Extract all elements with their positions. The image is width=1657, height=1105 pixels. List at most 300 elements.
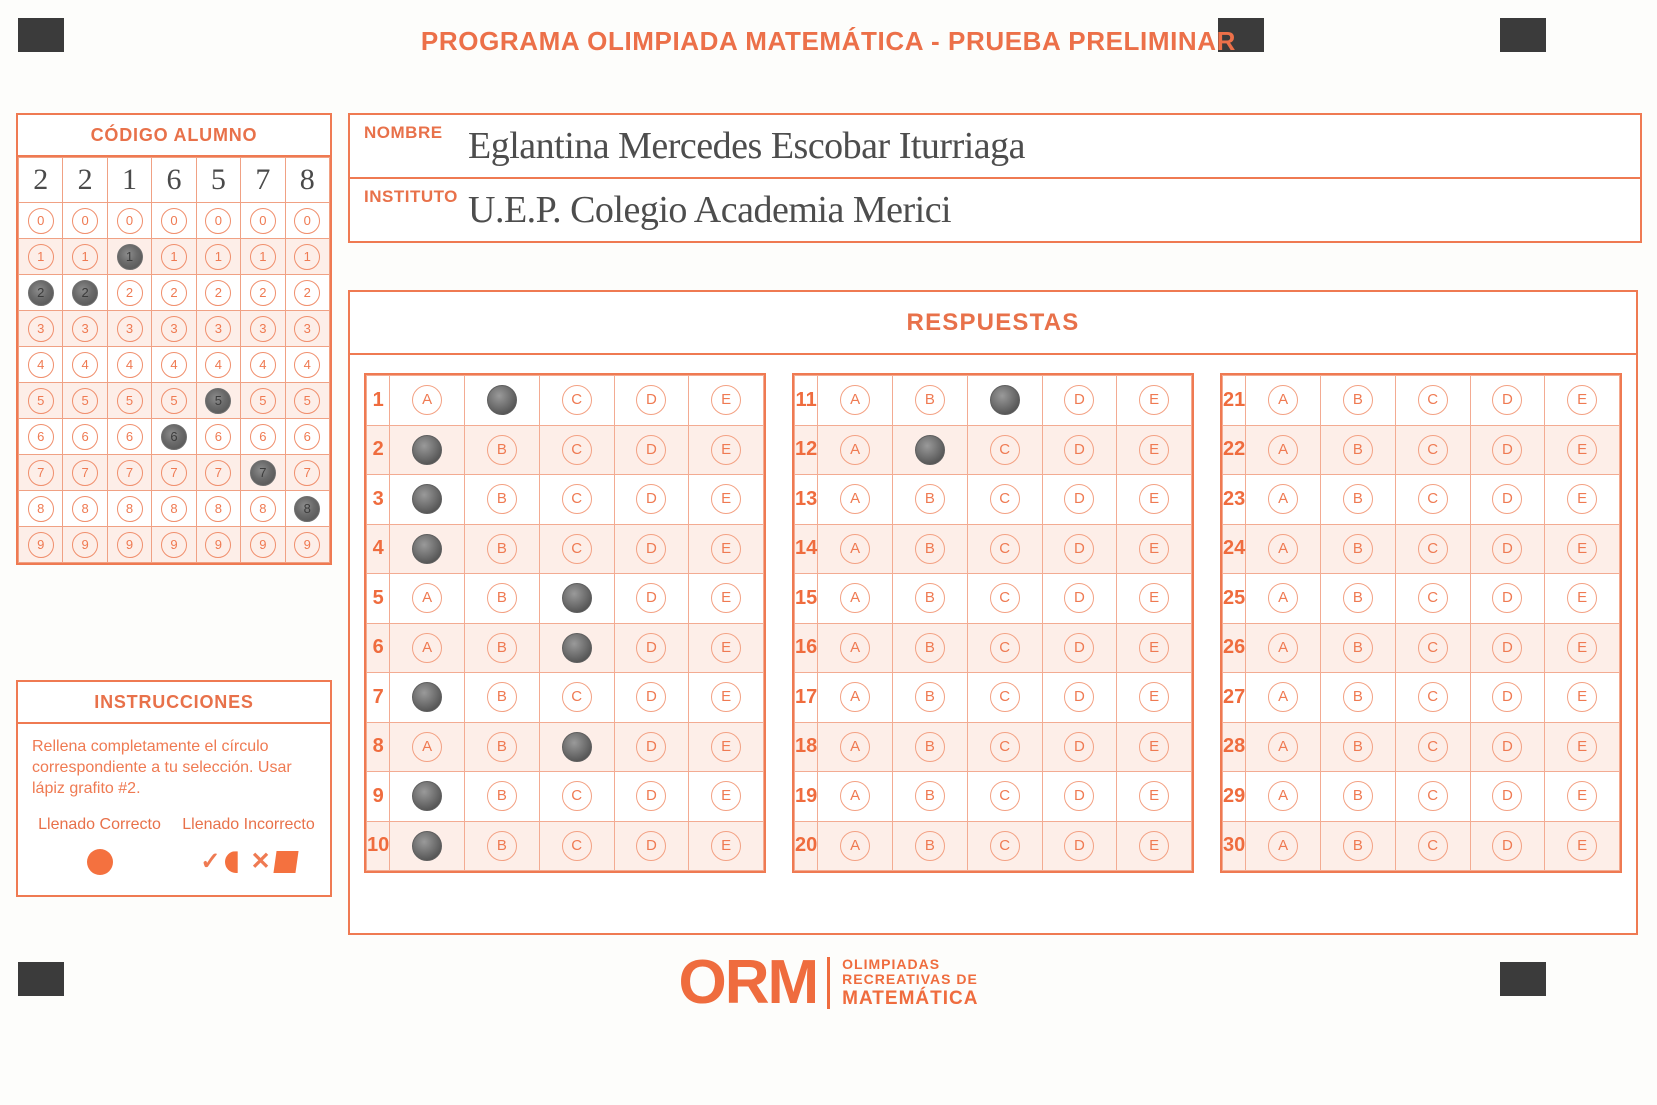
answer-option-cell[interactable] — [614, 574, 689, 624]
answer-option-cell[interactable] — [818, 673, 893, 723]
answer-bubble-A[interactable]: A — [1268, 682, 1298, 712]
answer-bubble-A[interactable]: A — [840, 831, 870, 861]
student-code-bubble-cell[interactable] — [241, 203, 285, 239]
bubble-6[interactable]: 6 — [28, 424, 54, 450]
answer-bubble-E[interactable]: E — [1139, 682, 1169, 712]
bubble-1[interactable]: 1 — [28, 244, 54, 270]
answer-option-cell[interactable] — [967, 673, 1042, 723]
answer-bubble-E[interactable]: E — [1139, 385, 1169, 415]
answer-bubble-D[interactable]: D — [636, 385, 666, 415]
bubble-1[interactable]: 1 — [294, 244, 320, 270]
bubble-9[interactable]: 9 — [72, 532, 98, 558]
answer-bubble-E[interactable]: E — [711, 831, 741, 861]
answer-bubble-A[interactable]: A — [412, 633, 442, 663]
student-code-bubble-cell[interactable] — [63, 275, 107, 311]
answer-bubble-B[interactable]: B — [487, 732, 517, 762]
answer-option-cell[interactable] — [1545, 722, 1620, 772]
student-code-bubble-cell[interactable] — [241, 239, 285, 275]
answer-bubble-E[interactable]: E — [711, 385, 741, 415]
student-code-bubble-cell[interactable] — [19, 347, 63, 383]
student-code-bubble-cell[interactable] — [152, 311, 196, 347]
bubble-2[interactable]: 2 — [72, 280, 98, 306]
answer-bubble-A[interactable]: A — [840, 781, 870, 811]
answer-option-cell[interactable] — [1246, 772, 1321, 822]
answer-option-cell[interactable] — [818, 524, 893, 574]
bubble-3[interactable]: 3 — [294, 316, 320, 342]
answer-bubble-A[interactable] — [412, 682, 442, 712]
student-code-bubble-cell[interactable] — [241, 311, 285, 347]
student-code-bubble-cell[interactable] — [196, 203, 240, 239]
bubble-3[interactable]: 3 — [250, 316, 276, 342]
bubble-3[interactable]: 3 — [117, 316, 143, 342]
answer-option-cell[interactable] — [465, 772, 540, 822]
answer-bubble-B[interactable]: B — [1343, 682, 1373, 712]
answer-option-cell[interactable] — [689, 673, 764, 723]
answer-bubble-A[interactable]: A — [1268, 732, 1298, 762]
answer-option-cell[interactable] — [465, 376, 540, 426]
bubble-2[interactable]: 2 — [161, 280, 187, 306]
answer-bubble-D[interactable]: D — [1064, 435, 1094, 465]
student-code-bubble-cell[interactable] — [107, 527, 151, 563]
answer-option-cell[interactable] — [390, 722, 465, 772]
answer-option-cell[interactable] — [1321, 772, 1396, 822]
answer-option-cell[interactable] — [893, 821, 968, 871]
answer-option-cell[interactable] — [539, 475, 614, 525]
answer-bubble-B[interactable]: B — [1343, 583, 1373, 613]
answer-bubble-C[interactable]: C — [990, 781, 1020, 811]
answer-option-cell[interactable] — [818, 425, 893, 475]
bubble-6[interactable]: 6 — [250, 424, 276, 450]
answer-bubble-D[interactable]: D — [1064, 831, 1094, 861]
answer-bubble-C[interactable]: C — [990, 682, 1020, 712]
student-code-bubble-cell[interactable] — [63, 347, 107, 383]
answer-option-cell[interactable] — [1545, 475, 1620, 525]
bubble-4[interactable]: 4 — [161, 352, 187, 378]
answer-option-cell[interactable] — [1470, 722, 1545, 772]
answer-bubble-E[interactable]: E — [1139, 781, 1169, 811]
bubble-2[interactable]: 2 — [205, 280, 231, 306]
bubble-8[interactable]: 8 — [205, 496, 231, 522]
answer-bubble-C[interactable]: C — [562, 534, 592, 564]
answer-option-cell[interactable] — [1321, 524, 1396, 574]
bubble-8[interactable]: 8 — [161, 496, 187, 522]
student-code-bubble-cell[interactable] — [285, 239, 329, 275]
answer-option-cell[interactable] — [1246, 475, 1321, 525]
answer-bubble-E[interactable]: E — [1139, 484, 1169, 514]
student-code-bubble-cell[interactable] — [196, 383, 240, 419]
answer-option-cell[interactable] — [689, 574, 764, 624]
answer-bubble-B[interactable]: B — [1343, 633, 1373, 663]
student-code-bubble-cell[interactable] — [152, 203, 196, 239]
bubble-5[interactable]: 5 — [28, 388, 54, 414]
answer-bubble-D[interactable]: D — [1492, 732, 1522, 762]
answer-bubble-C[interactable]: C — [1418, 831, 1448, 861]
answer-option-cell[interactable] — [1117, 574, 1192, 624]
answer-bubble-E[interactable]: E — [711, 435, 741, 465]
bubble-3[interactable]: 3 — [72, 316, 98, 342]
answer-bubble-A[interactable] — [412, 831, 442, 861]
answer-bubble-A[interactable]: A — [840, 385, 870, 415]
answer-option-cell[interactable] — [893, 772, 968, 822]
answer-bubble-E[interactable]: E — [1567, 682, 1597, 712]
answer-bubble-E[interactable]: E — [1567, 385, 1597, 415]
answer-bubble-A[interactable]: A — [1268, 633, 1298, 663]
answer-bubble-A[interactable]: A — [840, 484, 870, 514]
answer-bubble-B[interactable]: B — [1343, 534, 1373, 564]
bubble-3[interactable]: 3 — [205, 316, 231, 342]
bubble-2[interactable]: 2 — [117, 280, 143, 306]
answer-bubble-C[interactable]: C — [1418, 385, 1448, 415]
student-code-bubble-cell[interactable] — [107, 275, 151, 311]
answer-option-cell[interactable] — [1042, 376, 1117, 426]
answer-option-cell[interactable] — [539, 524, 614, 574]
student-code-bubble-cell[interactable] — [19, 527, 63, 563]
answer-option-cell[interactable] — [1117, 772, 1192, 822]
answer-bubble-D[interactable]: D — [636, 484, 666, 514]
student-code-bubble-cell[interactable] — [196, 239, 240, 275]
bubble-7[interactable]: 7 — [72, 460, 98, 486]
answer-option-cell[interactable] — [1545, 772, 1620, 822]
answer-option-cell[interactable] — [1470, 623, 1545, 673]
bubble-7[interactable]: 7 — [205, 460, 231, 486]
answer-bubble-D[interactable]: D — [1064, 633, 1094, 663]
student-code-bubble-cell[interactable] — [152, 347, 196, 383]
answer-option-cell[interactable] — [689, 623, 764, 673]
answer-bubble-C[interactable] — [990, 385, 1020, 415]
answer-bubble-B[interactable]: B — [1343, 831, 1373, 861]
answer-bubble-B[interactable]: B — [915, 682, 945, 712]
answer-option-cell[interactable] — [1545, 574, 1620, 624]
answer-bubble-C[interactable]: C — [562, 484, 592, 514]
answer-option-cell[interactable] — [1470, 673, 1545, 723]
bubble-0[interactable]: 0 — [161, 208, 187, 234]
answer-bubble-E[interactable]: E — [1139, 633, 1169, 663]
answer-bubble-A[interactable]: A — [840, 633, 870, 663]
answer-option-cell[interactable] — [539, 772, 614, 822]
answer-bubble-D[interactable]: D — [1492, 633, 1522, 663]
student-code-bubble-cell[interactable] — [196, 275, 240, 311]
answer-option-cell[interactable] — [1321, 425, 1396, 475]
answer-option-cell[interactable] — [1117, 722, 1192, 772]
answer-bubble-C[interactable]: C — [1418, 682, 1448, 712]
answer-option-cell[interactable] — [1246, 623, 1321, 673]
student-code-bubble-cell[interactable] — [107, 347, 151, 383]
answer-option-cell[interactable] — [1470, 376, 1545, 426]
student-code-bubble-cell[interactable] — [19, 383, 63, 419]
student-code-bubble-cell[interactable] — [19, 455, 63, 491]
answer-bubble-B[interactable]: B — [915, 831, 945, 861]
answer-option-cell[interactable] — [1321, 376, 1396, 426]
answer-option-cell[interactable] — [465, 524, 540, 574]
answer-bubble-B[interactable] — [915, 435, 945, 465]
student-code-bubble-cell[interactable] — [107, 203, 151, 239]
answer-bubble-D[interactable]: D — [636, 781, 666, 811]
bubble-6[interactable]: 6 — [294, 424, 320, 450]
answer-bubble-E[interactable]: E — [711, 781, 741, 811]
answer-bubble-C[interactable]: C — [1418, 435, 1448, 465]
answer-option-cell[interactable] — [539, 722, 614, 772]
student-code-bubble-cell[interactable] — [241, 491, 285, 527]
answer-bubble-E[interactable]: E — [1567, 435, 1597, 465]
bubble-8[interactable]: 8 — [294, 496, 320, 522]
bubble-2[interactable]: 2 — [294, 280, 320, 306]
answer-bubble-B[interactable]: B — [915, 534, 945, 564]
bubble-2[interactable]: 2 — [250, 280, 276, 306]
answer-bubble-B[interactable]: B — [1343, 435, 1373, 465]
answer-bubble-B[interactable]: B — [487, 435, 517, 465]
answer-option-cell[interactable] — [1117, 376, 1192, 426]
answer-option-cell[interactable] — [465, 821, 540, 871]
student-code-bubble-cell[interactable] — [241, 527, 285, 563]
answer-option-cell[interactable] — [539, 673, 614, 723]
answer-bubble-A[interactable]: A — [412, 385, 442, 415]
answer-bubble-B[interactable]: B — [915, 385, 945, 415]
answer-option-cell[interactable] — [1545, 821, 1620, 871]
answer-option-cell[interactable] — [539, 376, 614, 426]
answer-option-cell[interactable] — [465, 574, 540, 624]
answer-bubble-A[interactable]: A — [412, 732, 442, 762]
answer-option-cell[interactable] — [1117, 623, 1192, 673]
bubble-9[interactable]: 9 — [161, 532, 187, 558]
answer-bubble-A[interactable]: A — [840, 682, 870, 712]
bubble-4[interactable]: 4 — [72, 352, 98, 378]
answer-bubble-B[interactable]: B — [487, 633, 517, 663]
answer-option-cell[interactable] — [1395, 623, 1470, 673]
answer-option-cell[interactable] — [1395, 772, 1470, 822]
bubble-9[interactable]: 9 — [294, 532, 320, 558]
answer-bubble-A[interactable]: A — [840, 732, 870, 762]
answer-option-cell[interactable] — [390, 821, 465, 871]
answer-option-cell[interactable] — [967, 772, 1042, 822]
student-code-bubble-cell[interactable] — [107, 419, 151, 455]
student-code-digit-cell[interactable] — [285, 158, 329, 203]
answer-bubble-B[interactable]: B — [487, 484, 517, 514]
answer-option-cell[interactable] — [1246, 425, 1321, 475]
bubble-3[interactable]: 3 — [161, 316, 187, 342]
answer-option-cell[interactable] — [1395, 673, 1470, 723]
answer-option-cell[interactable] — [689, 524, 764, 574]
answer-option-cell[interactable] — [1042, 475, 1117, 525]
answer-bubble-B[interactable]: B — [1343, 732, 1373, 762]
answer-option-cell[interactable] — [614, 673, 689, 723]
answer-option-cell[interactable] — [1470, 524, 1545, 574]
answer-bubble-C[interactable]: C — [990, 583, 1020, 613]
student-code-bubble-cell[interactable] — [241, 347, 285, 383]
bubble-1[interactable]: 1 — [250, 244, 276, 270]
student-code-bubble-cell[interactable] — [285, 419, 329, 455]
student-code-bubble-cell[interactable] — [152, 239, 196, 275]
student-code-bubble-cell[interactable] — [285, 455, 329, 491]
answer-option-cell[interactable] — [893, 673, 968, 723]
bubble-3[interactable]: 3 — [28, 316, 54, 342]
answer-option-cell[interactable] — [1395, 524, 1470, 574]
answer-bubble-A[interactable] — [412, 484, 442, 514]
student-code-bubble-cell[interactable] — [285, 383, 329, 419]
answer-bubble-E[interactable]: E — [1567, 534, 1597, 564]
answer-option-cell[interactable] — [1395, 821, 1470, 871]
answer-bubble-D[interactable]: D — [1064, 682, 1094, 712]
bubble-7[interactable]: 7 — [117, 460, 143, 486]
bubble-9[interactable]: 9 — [250, 532, 276, 558]
answer-bubble-C[interactable] — [562, 633, 592, 663]
answer-bubble-C[interactable]: C — [562, 385, 592, 415]
answer-bubble-E[interactable]: E — [1139, 435, 1169, 465]
answer-option-cell[interactable] — [1042, 772, 1117, 822]
answer-bubble-C[interactable]: C — [990, 732, 1020, 762]
student-code-bubble-cell[interactable] — [63, 383, 107, 419]
answer-option-cell[interactable] — [893, 623, 968, 673]
answer-bubble-D[interactable]: D — [636, 633, 666, 663]
answer-bubble-D[interactable]: D — [1064, 385, 1094, 415]
answer-option-cell[interactable] — [1395, 574, 1470, 624]
answer-option-cell[interactable] — [390, 376, 465, 426]
answer-option-cell[interactable] — [893, 475, 968, 525]
student-code-bubble-cell[interactable] — [196, 491, 240, 527]
answer-bubble-B[interactable]: B — [1343, 484, 1373, 514]
student-code-digit-cell[interactable] — [241, 158, 285, 203]
answer-option-cell[interactable] — [1545, 376, 1620, 426]
answer-option-cell[interactable] — [1545, 425, 1620, 475]
student-code-bubble-cell[interactable] — [19, 311, 63, 347]
answer-option-cell[interactable] — [818, 376, 893, 426]
student-code-bubble-cell[interactable] — [196, 455, 240, 491]
student-code-bubble-cell[interactable] — [152, 275, 196, 311]
answer-option-cell[interactable] — [614, 772, 689, 822]
bubble-4[interactable]: 4 — [117, 352, 143, 378]
answer-bubble-E[interactable]: E — [1139, 732, 1169, 762]
bubble-0[interactable]: 0 — [294, 208, 320, 234]
student-code-bubble-cell[interactable] — [63, 491, 107, 527]
answer-bubble-A[interactable]: A — [1268, 534, 1298, 564]
student-code-bubble-cell[interactable] — [285, 527, 329, 563]
answer-option-cell[interactable] — [967, 574, 1042, 624]
bubble-1[interactable]: 1 — [117, 244, 143, 270]
bubble-0[interactable]: 0 — [205, 208, 231, 234]
answer-option-cell[interactable] — [1042, 574, 1117, 624]
answer-option-cell[interactable] — [893, 722, 968, 772]
answer-bubble-E[interactable]: E — [1567, 732, 1597, 762]
answer-option-cell[interactable] — [1545, 524, 1620, 574]
answer-option-cell[interactable] — [539, 623, 614, 673]
answer-option-cell[interactable] — [614, 376, 689, 426]
answer-bubble-A[interactable]: A — [840, 435, 870, 465]
bubble-1[interactable]: 1 — [161, 244, 187, 270]
answer-option-cell[interactable] — [893, 524, 968, 574]
answer-bubble-C[interactable]: C — [990, 484, 1020, 514]
answer-option-cell[interactable] — [465, 475, 540, 525]
bubble-5[interactable]: 5 — [294, 388, 320, 414]
answer-bubble-D[interactable]: D — [1492, 534, 1522, 564]
bubble-7[interactable]: 7 — [294, 460, 320, 486]
answer-bubble-B[interactable]: B — [915, 583, 945, 613]
answer-bubble-D[interactable]: D — [1064, 732, 1094, 762]
student-code-bubble-cell[interactable] — [63, 527, 107, 563]
answer-bubble-C[interactable]: C — [1418, 534, 1448, 564]
answer-bubble-A[interactable]: A — [840, 534, 870, 564]
answer-option-cell[interactable] — [390, 524, 465, 574]
answer-option-cell[interactable] — [1117, 475, 1192, 525]
answer-bubble-D[interactable]: D — [636, 583, 666, 613]
answer-option-cell[interactable] — [1117, 821, 1192, 871]
answer-bubble-D[interactable]: D — [1064, 534, 1094, 564]
answer-option-cell[interactable] — [689, 376, 764, 426]
answer-option-cell[interactable] — [1470, 574, 1545, 624]
answer-bubble-D[interactable]: D — [1492, 435, 1522, 465]
answer-bubble-A[interactable] — [412, 435, 442, 465]
answer-option-cell[interactable] — [1321, 673, 1396, 723]
answer-option-cell[interactable] — [1042, 623, 1117, 673]
answer-bubble-D[interactable]: D — [1492, 385, 1522, 415]
student-code-bubble-cell[interactable] — [152, 455, 196, 491]
answer-bubble-D[interactable]: D — [1492, 682, 1522, 712]
answer-bubble-C[interactable]: C — [1418, 583, 1448, 613]
answer-bubble-A[interactable]: A — [1268, 435, 1298, 465]
student-code-bubble-cell[interactable] — [285, 491, 329, 527]
answer-option-cell[interactable] — [1395, 425, 1470, 475]
answer-option-cell[interactable] — [1042, 524, 1117, 574]
bubble-5[interactable]: 5 — [250, 388, 276, 414]
answer-option-cell[interactable] — [818, 623, 893, 673]
student-code-bubble-cell[interactable] — [19, 491, 63, 527]
bubble-6[interactable]: 6 — [72, 424, 98, 450]
answer-option-cell[interactable] — [1246, 376, 1321, 426]
bubble-8[interactable]: 8 — [28, 496, 54, 522]
student-code-bubble-cell[interactable] — [285, 275, 329, 311]
answer-bubble-E[interactable]: E — [1567, 633, 1597, 663]
answer-bubble-B[interactable]: B — [487, 831, 517, 861]
student-code-bubble-cell[interactable] — [107, 491, 151, 527]
bubble-2[interactable]: 2 — [28, 280, 54, 306]
answer-bubble-E[interactable]: E — [1567, 831, 1597, 861]
student-code-digit-cell[interactable] — [63, 158, 107, 203]
answer-bubble-B[interactable]: B — [1343, 385, 1373, 415]
answer-bubble-C[interactable]: C — [562, 781, 592, 811]
answer-bubble-D[interactable]: D — [1492, 583, 1522, 613]
bubble-0[interactable]: 0 — [72, 208, 98, 234]
answer-bubble-B[interactable] — [487, 385, 517, 415]
bubble-8[interactable]: 8 — [117, 496, 143, 522]
answer-bubble-D[interactable]: D — [1492, 484, 1522, 514]
answer-bubble-E[interactable]: E — [711, 484, 741, 514]
answer-bubble-E[interactable]: E — [1139, 534, 1169, 564]
answer-bubble-A[interactable]: A — [1268, 484, 1298, 514]
answer-option-cell[interactable] — [465, 722, 540, 772]
answer-option-cell[interactable] — [818, 821, 893, 871]
student-code-bubble-cell[interactable] — [196, 347, 240, 383]
answer-bubble-E[interactable]: E — [1567, 484, 1597, 514]
answer-bubble-B[interactable]: B — [1343, 781, 1373, 811]
answer-bubble-B[interactable]: B — [487, 682, 517, 712]
student-code-bubble-cell[interactable] — [63, 203, 107, 239]
nombre-field[interactable]: Eglantina Mercedes Escobar Iturriaga — [468, 125, 1026, 167]
answer-option-cell[interactable] — [689, 475, 764, 525]
answer-option-cell[interactable] — [614, 425, 689, 475]
answer-option-cell[interactable] — [689, 821, 764, 871]
student-code-bubble-cell[interactable] — [241, 275, 285, 311]
answer-option-cell[interactable] — [967, 425, 1042, 475]
answer-bubble-E[interactable]: E — [711, 534, 741, 564]
answer-bubble-B[interactable]: B — [915, 781, 945, 811]
answer-option-cell[interactable] — [1470, 821, 1545, 871]
answer-option-cell[interactable] — [1321, 722, 1396, 772]
answer-option-cell[interactable] — [1117, 425, 1192, 475]
bubble-5[interactable]: 5 — [72, 388, 98, 414]
answer-option-cell[interactable] — [1321, 475, 1396, 525]
student-code-digit-cell[interactable] — [19, 158, 63, 203]
instituto-field[interactable]: U.E.P. Colegio Academia Merici — [468, 189, 952, 231]
answer-bubble-A[interactable]: A — [840, 583, 870, 613]
student-code-digit-cell[interactable] — [196, 158, 240, 203]
